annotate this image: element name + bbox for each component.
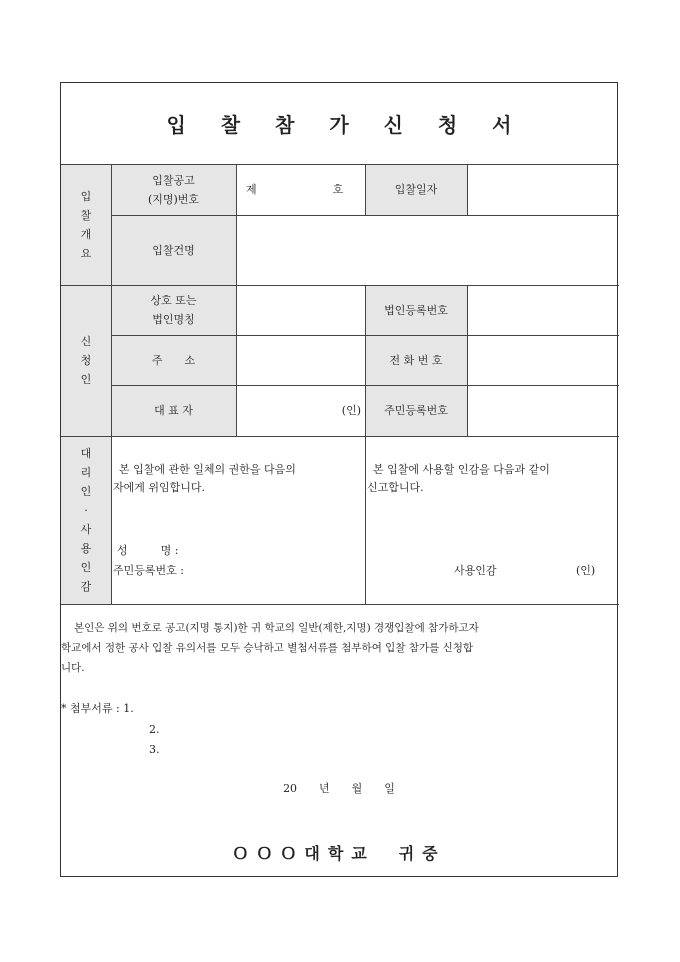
- resident-number-field[interactable]: [467, 385, 619, 436]
- phone-field[interactable]: [467, 335, 619, 385]
- applicant-char: 인: [80, 373, 92, 386]
- agent-label: [61, 436, 111, 604]
- representative-seal-mark: (인): [341, 404, 361, 417]
- notice-number-suffix[interactable]: 호: [332, 183, 344, 196]
- bid-date-label: 입찰일자: [365, 164, 467, 215]
- corp-reg-field[interactable]: [467, 285, 619, 335]
- address-field[interactable]: [236, 335, 365, 385]
- company-name-label: [111, 285, 236, 335]
- seal-report-line1: 본 입찰에 사용할 인감을 다음과 같이: [373, 463, 550, 476]
- form-title: 입 찰 참 가 신 청 서: [166, 113, 526, 137]
- grid-line: [236, 164, 237, 436]
- address-label: 주 소: [111, 335, 236, 385]
- agent-resident-label[interactable]: 주민등록번호 :: [113, 564, 184, 577]
- agent-name-label[interactable]: 성 명 :: [117, 544, 179, 557]
- grid-line: [111, 215, 619, 216]
- attachments-label: * 첨부서류 : 1.: [61, 702, 134, 715]
- notice-number-label-line1: 입찰공고: [152, 173, 195, 187]
- agent-char: 대: [80, 447, 92, 460]
- agent-char: 사: [80, 523, 92, 536]
- agent-char: 리: [80, 466, 92, 479]
- seal-report-line2: 신고합니다.: [367, 481, 424, 494]
- bid-overview-char: 요: [80, 246, 92, 260]
- grid-line: [61, 436, 619, 437]
- notice-number-prefix[interactable]: 제: [246, 183, 257, 196]
- attachment-item-2: 2.: [149, 723, 160, 736]
- declaration-line1: 본인은 위의 번호로 공고(지명 통지)한 귀 학교의 일반(제한,지명) 경쟁입찰에 참가하고자: [74, 622, 479, 634]
- grid-line: [365, 285, 366, 604]
- phone-label: 전 화 번 호: [365, 335, 467, 385]
- agent-char: 용: [80, 542, 92, 555]
- bid-overview-char: 개: [80, 227, 92, 241]
- bid-name-field[interactable]: [236, 215, 619, 285]
- company-name-field[interactable]: [236, 285, 365, 335]
- bid-name-label: 입찰건명: [111, 215, 236, 285]
- declaration-line2: 학교에서 정한 공사 입찰 유의서를 모두 승낙하고 별첨서류를 첨부하여 입찰 참가를 신청합: [61, 642, 474, 654]
- agent-char: 인: [80, 561, 92, 574]
- resident-number-label: 주민등록번호: [365, 385, 467, 436]
- notice-number-label: [111, 164, 236, 215]
- seal-use-label: 사용인감: [454, 564, 497, 577]
- grid-line: [467, 164, 468, 215]
- declaration-line3: 니다.: [61, 662, 85, 674]
- recipient-line: ＯＯＯ대학교 귀중: [232, 844, 446, 863]
- company-name-label-line2: 법인명칭: [152, 313, 195, 326]
- applicant-char: 청: [80, 354, 92, 367]
- agent-char: 감: [80, 580, 92, 593]
- bid-overview-char: 입: [80, 189, 92, 203]
- bid-overview-label: [61, 164, 111, 285]
- company-name-label-line1: 상호 또는: [150, 294, 197, 307]
- grid-line: [365, 164, 366, 215]
- representative-label: 대 표 자: [111, 385, 236, 436]
- applicant-char: 신: [80, 335, 92, 348]
- applicant-label: [61, 285, 111, 436]
- agent-char: 인: [80, 485, 92, 498]
- attachment-item-3: 3.: [149, 743, 160, 756]
- date-line: 20 년 월 일: [283, 782, 395, 795]
- corp-reg-label: 법인등록번호: [365, 285, 467, 335]
- grid-line: [61, 285, 619, 286]
- grid-line: [111, 164, 112, 604]
- agent-char: ·: [84, 504, 88, 517]
- grid-line: [467, 285, 468, 436]
- grid-line: [61, 164, 619, 165]
- delegation-line2: 자에게 위임합니다.: [113, 481, 206, 494]
- bid-overview-char: 찰: [80, 208, 92, 222]
- notice-number-label-line2: (지명)번호: [147, 192, 200, 206]
- grid-line: [61, 604, 619, 605]
- seal-use-mark[interactable]: (인): [576, 564, 596, 577]
- delegation-line1: 본 입찰에 관한 일체의 권한을 다음의: [119, 463, 296, 476]
- bid-date-field[interactable]: [467, 164, 619, 215]
- application-form: [60, 82, 618, 877]
